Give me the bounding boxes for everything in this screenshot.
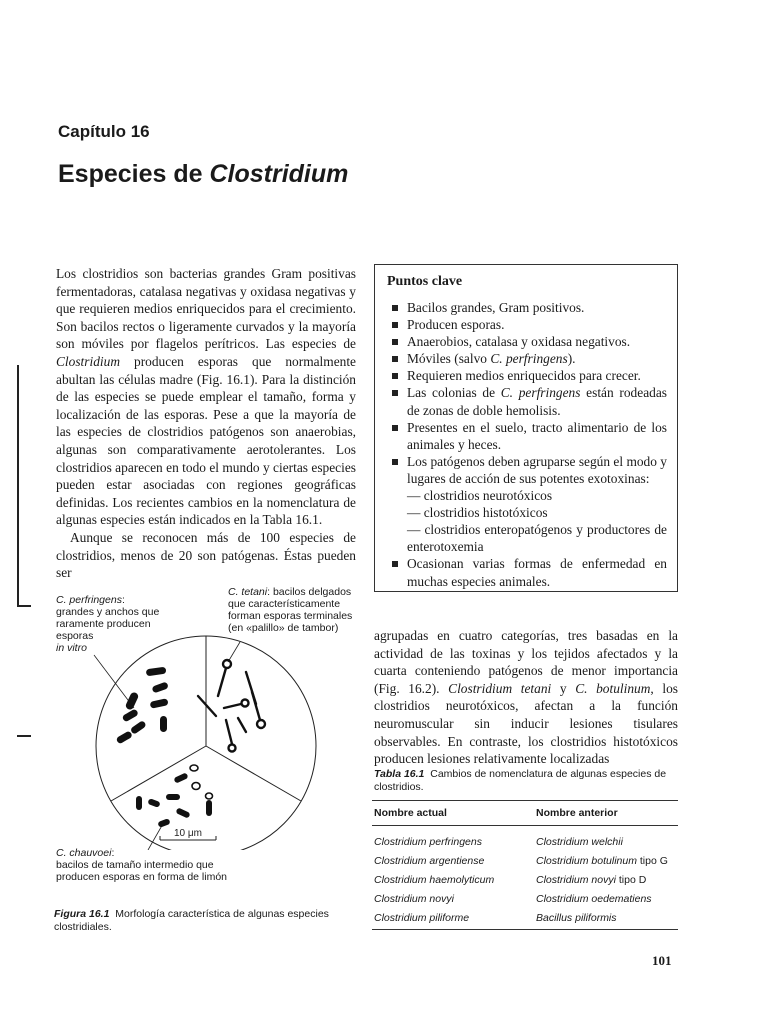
scale-label: 10 μm — [174, 828, 202, 839]
key-point — [387, 453, 667, 556]
perfringens-cells — [116, 667, 169, 745]
chapter-title-italic: Clostridium — [209, 160, 349, 188]
intro-column — [56, 265, 356, 582]
table-cell — [534, 851, 678, 870]
intro-text: Los clostridios son bacterias grandes Gram positivas fermentadoras, catalasa negativas y oxidasa negativas y que requieren medios enriquecidos para el crecimiento. Son bacilos rectos o ligeramente curvados y la mayoría son móviles por flagelos perítricos. Las especies de — [56, 266, 356, 352]
cell-italic: Clostridium novyi — [536, 873, 616, 886]
table-header: Nombre anterior — [534, 801, 678, 826]
chapter-label: Capítulo 16 — [58, 122, 150, 141]
margin-mark — [17, 605, 31, 607]
figure-caption-text: Morfología característica de algunas especies clostridiales. — [54, 908, 329, 933]
key-point-text: Las colonias de — [407, 385, 501, 401]
label-italic: in vitro — [56, 642, 87, 654]
label-text: : bacilos delgados que característicamente forman esporas terminales (en «palillo» de tambor) — [228, 586, 353, 634]
table-caption-text: Cambios de nomenclatura de algunas especies de clostridios. — [374, 768, 667, 793]
key-point — [387, 350, 667, 367]
key-point-text: están rodeadas de zonas de doble hemolisis. — [407, 385, 667, 418]
divider-line — [111, 746, 206, 801]
cell-italic: Clostridium botulinum — [536, 854, 637, 867]
continuation-italic: Clostridium tetani — [448, 680, 552, 696]
label-text: : — [111, 847, 115, 859]
species-name: C. chauvoei — [56, 847, 112, 859]
cell-italic: Bacillus piliformis — [536, 911, 617, 924]
bacteria-diagram — [56, 600, 356, 850]
key-point: Anaerobios, catalasa y oxidasa negativos. — [387, 333, 667, 350]
table-caption — [374, 768, 678, 794]
continuation-text: , los clostridios neurotóxicos, afectan a la función neuromuscular sin inducir lesiones tisulares observables. En contraste, los clostridios histotóxicos producen lesiones relativamente localizadas — [374, 680, 679, 767]
key-point-italic: C. perfringens — [490, 351, 568, 367]
table-cell — [534, 870, 678, 889]
table-cell: Clostridium haemolyticum — [374, 873, 495, 886]
intro-paragraph-2: Aunque se reconocen más de 100 especies de clostridios, menos de 20 son patógenas. Éstas pueden ser — [56, 529, 356, 581]
key-point: Bacilos grandes, Gram positivos. — [387, 299, 667, 316]
chauvoei-cells — [136, 765, 213, 828]
species-name: C. tetani — [228, 586, 268, 598]
figure-caption-label: Figura 16.1 — [54, 908, 110, 920]
cell-text: tipo G — [636, 854, 668, 867]
chapter-title-plain: Especies de — [58, 160, 210, 188]
key-sub-item: — clostridios histotóxicos — [407, 505, 548, 521]
label-text: grandes y anchos que raramente producen esporas — [56, 606, 160, 642]
cell-italic: Clostridium oedematiens — [536, 892, 652, 905]
species-name: C. perfringens — [56, 594, 122, 606]
continuation-column — [374, 627, 678, 768]
continuation-paragraph — [374, 627, 678, 768]
table-cell: Clostridium argentiense — [374, 854, 485, 867]
key-point-italic: C. perfringens — [500, 385, 581, 401]
table-header-row — [372, 801, 678, 826]
key-point: Producen esporas. — [387, 316, 667, 333]
leader-line — [228, 642, 240, 662]
key-point: Requieren medios enriquecidos para crecer. — [387, 367, 667, 384]
table-row — [372, 870, 678, 889]
margin-mark — [17, 735, 31, 737]
page-number: 101 — [652, 953, 672, 968]
key-sub-item: — clostridios enteropatógenos y productores de enterotoxemia — [407, 522, 667, 555]
key-point-text: Los patógenos deben agruparse según el modo y lugares de acción de sus potentes exotoxinas: — [407, 453, 667, 486]
table-header: Nombre actual — [372, 801, 534, 826]
table-cell — [534, 908, 678, 930]
key-point-text: ). — [567, 351, 576, 367]
table-cell — [534, 889, 678, 908]
continuation-italic: C. botulinum — [575, 680, 651, 696]
nomenclature-table — [372, 800, 678, 930]
intro-italic: Clostridium — [56, 353, 120, 369]
table-row — [372, 826, 678, 852]
key-point — [387, 384, 667, 418]
key-points-list — [387, 299, 667, 590]
margin-mark — [17, 365, 19, 605]
key-point: Ocasionan varias formas de enfermedad en muchas especies animales. — [387, 555, 667, 589]
cell-text: tipo D — [615, 873, 647, 886]
key-point-text: Móviles (salvo — [407, 351, 491, 367]
table-cell: Clostridium piliforme — [372, 908, 534, 930]
table-caption-label: Tabla 16.1 — [374, 768, 425, 780]
intro-paragraph-1 — [56, 265, 356, 529]
key-points-box — [374, 264, 678, 592]
chapter-title — [58, 160, 348, 189]
cell-italic: Clostridium welchii — [536, 835, 623, 848]
leader-line — [94, 655, 134, 708]
figure-label-chauvoei — [56, 847, 236, 883]
table-cell — [534, 826, 678, 852]
figure-caption — [54, 908, 354, 933]
divider-line — [206, 746, 301, 801]
continuation-text: agrupadas en cuatro categorías, tres basadas en la actividad de las toxinas y los tejidos afectados y la cuarta conteniendo patógenos de menor importancia (Fig. 16.2). — [374, 628, 678, 696]
intro-text: producen esporas que normalmente abultan las células madre (Fig. 16.1). Para la distinción de las especies se puede emplear el tamaño, forma y localización de las esporas. Pese a que la mayoría de las especies de clostridios patógenos son anaerobias, algunas son comparativamente aerotolerantes. Los clostridios aparecen en todo el mundo y ciertas especies pueden estar asociadas con regiones geográficas definidas. Los recientes cambios en la nomenclatura de algunas especies están indicados en la Tabla 16.1. — [56, 353, 356, 528]
tetani-cells — [198, 660, 265, 752]
continuation-text: y — [551, 680, 576, 696]
table-row — [372, 908, 678, 930]
table-row — [372, 851, 678, 870]
key-points-title: Puntos clave — [387, 274, 463, 289]
table-cell: Clostridium novyi — [374, 892, 454, 905]
table-row — [372, 889, 678, 908]
key-point: Presentes en el suelo, tracto alimentario de los animales y heces. — [387, 419, 667, 453]
key-sub-item: — clostridios neurotóxicos — [407, 488, 553, 504]
table-cell: Clostridium perfringens — [374, 835, 482, 848]
label-text: bacilos de tamaño intermedio que producen esporas en forma de limón — [56, 859, 228, 883]
label-text: : — [121, 594, 125, 606]
